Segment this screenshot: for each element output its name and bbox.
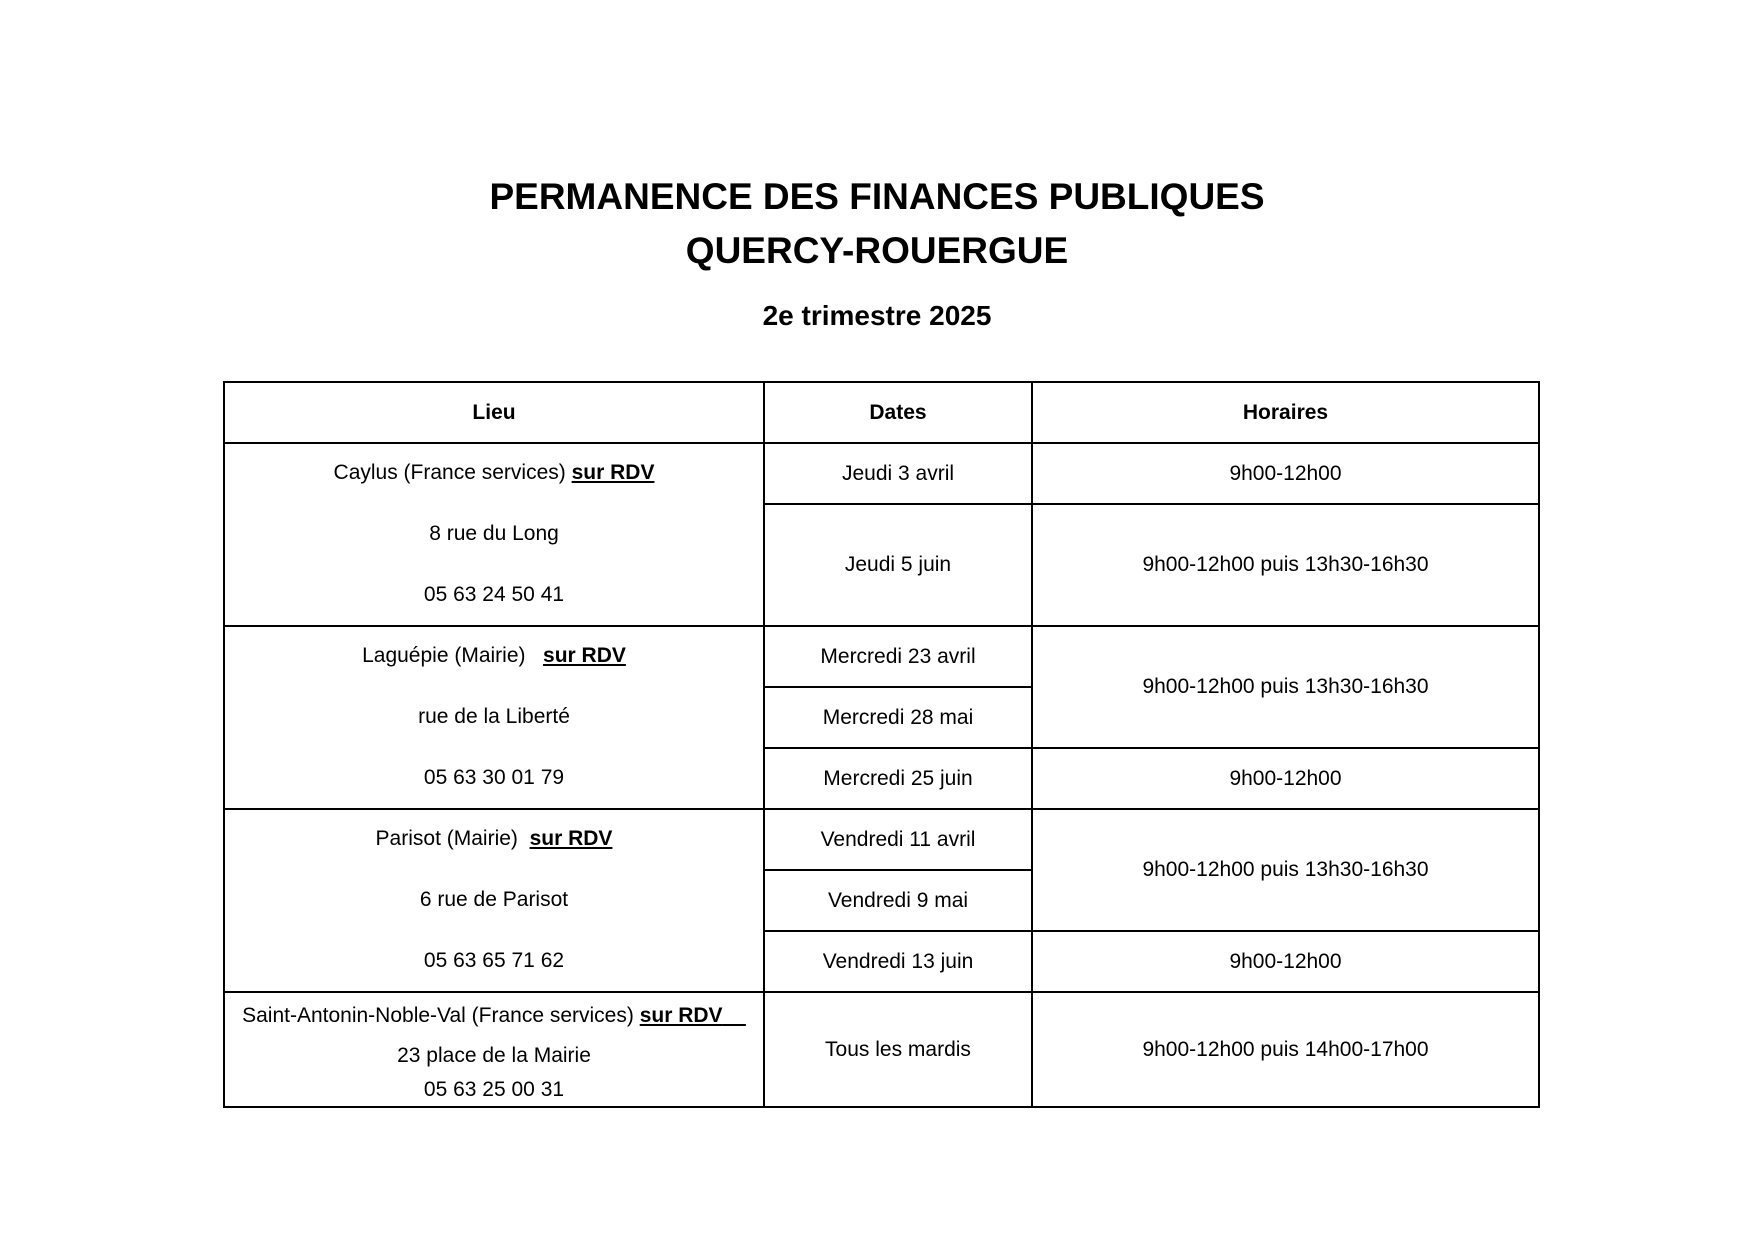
date-cell: Tous les mardis [764,992,1032,1107]
date-cell: Vendredi 11 avril [764,809,1032,870]
location-name: Caylus (France services) [333,461,566,484]
lieu-name-line [225,461,763,485]
rdv-label: sur RDV [571,461,655,484]
date-cell: Vendredi 9 mai [764,870,1032,931]
date-cell: Mercredi 23 avril [764,626,1032,687]
hours-cell: 9h00-12h00 puis 13h30-16h30 [1032,809,1539,931]
lieu-name-line [225,827,763,851]
hours-cell: 9h00-12h00 puis 13h30-16h30 [1032,626,1539,748]
lieu-laguepie [224,626,764,809]
location-address: 6 rue de Parisot [419,888,569,911]
location-address: 8 rue du Long [429,522,559,545]
schedule-table [223,381,1540,1108]
hours-cell: 9h00-12h00 [1032,443,1539,504]
rdv-label: sur RDV [639,1004,723,1027]
lieu-caylus [224,443,764,626]
lieu-name-line [225,644,763,668]
location-phone: 05 63 24 50 41 [423,583,565,606]
page-title-line2: QUERCY-ROUERGUE [685,230,1069,271]
location-phone: 05 63 65 71 62 [423,949,565,972]
date-cell: Jeudi 3 avril [764,443,1032,504]
location-name: Laguépie (Mairie) [362,644,526,667]
date-cell: Vendredi 13 juin [764,931,1032,992]
header-dates: Dates [764,382,1032,443]
date-cell: Mercredi 25 juin [764,748,1032,809]
location-phone: 05 63 25 00 31 [423,1078,565,1101]
rdv-label: sur RDV [529,827,613,850]
hours-cell: 9h00-12h00 [1032,748,1539,809]
rdv-label: sur RDV [543,644,626,667]
lieu-name-line [225,1004,763,1028]
table-row [224,809,1539,870]
table-row [224,626,1539,687]
hours-cell: 9h00-12h00 puis 14h00-17h00 [1032,992,1539,1107]
page-title-line1: PERMANENCE DES FINANCES PUBLIQUES [489,176,1265,217]
date-cell: Mercredi 28 mai [764,687,1032,748]
rdv-underline-tail [723,1004,746,1027]
location-name: Saint-Antonin-Noble-Val (France services) [242,1004,634,1027]
page-subtitle: 2e trimestre 2025 [762,300,992,331]
table-header-row [224,382,1539,443]
lieu-saint-antonin [224,992,764,1107]
header-horaires: Horaires [1032,382,1539,443]
hours-cell: 9h00-12h00 [1032,931,1539,992]
location-name: Parisot (Mairie) [375,827,518,850]
location-phone: 05 63 30 01 79 [423,766,565,789]
date-cell: Jeudi 5 juin [764,504,1032,626]
location-address: rue de la Liberté [418,705,570,728]
lieu-parisot [224,809,764,992]
table-row [224,443,1539,504]
location-address: 23 place de la Mairie [397,1044,591,1067]
header-lieu: Lieu [224,382,764,443]
hours-cell: 9h00-12h00 puis 13h30-16h30 [1032,504,1539,626]
table-row [224,992,1539,1107]
